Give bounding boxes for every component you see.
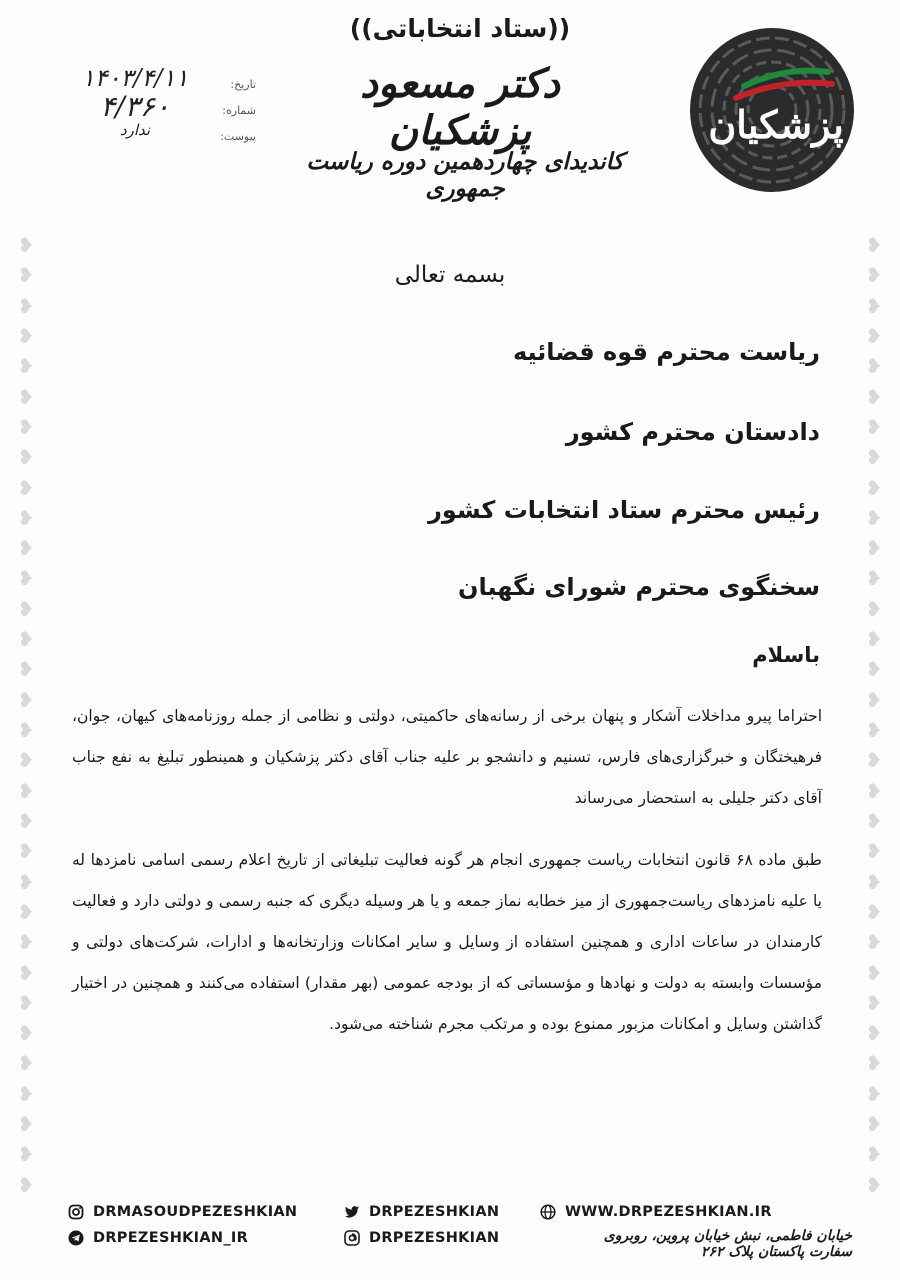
bismillah: بسمه تعالی: [394, 262, 506, 288]
heart-icon: ❥: [865, 233, 883, 257]
heart-icon: ❥: [17, 657, 35, 682]
body-paragraph: طبق ماده ۶۸ قانون انتخابات ریاست جمهوری انجام هر گونه فعالیت تبلیغاتی از تاریخ اعلام رسمی اسامی نامزدها له یا علیه نامزدهای ریاست‌جمهوری از میز خطابه نماز جمعه و یا هر وسیله دیگری که جنبه رسمی و دولتی دارد و فعالیت کارمندان در ساعات اداری و همچنین استفاده از وسایل و سایر امکانات وزارتخانه‌ها و ادارات، شرکت‌های دولتی و مؤسسات وابسته به دولت و نهادها و مؤسساتی که از بودجه عمومی (بهر مقدار) استفاده می‌کنند و همچنین در اختیار گذاشتن وسایل و امکانات مزبور ممنوع بوده و مرتکب مجرم شناخته می‌شود.: [72, 851, 822, 1033]
website-url: WWW.DRPEZESHKIAN.IR: [565, 1204, 772, 1220]
heart-icon: ❥: [865, 414, 883, 439]
heart-icon: ❥: [865, 990, 883, 1015]
campaign-hq-title: ((ستاد انتخاباتی)): [349, 14, 571, 43]
attachment-value: ندارد: [119, 121, 151, 139]
heart-icon: ❥: [17, 748, 35, 773]
telegram-icon: [68, 1230, 84, 1246]
heart-icon: ❥: [865, 748, 883, 773]
heart-icon: ❥: [865, 596, 883, 621]
recipient-line: ریاست محترم قوه قضائیه: [512, 338, 820, 366]
heart-icon: ❥: [865, 778, 883, 803]
threads-icon: [344, 1230, 360, 1246]
campaign-logo: [688, 26, 856, 194]
footer-twitter: [344, 1204, 499, 1220]
footer-telegram: [68, 1230, 248, 1246]
heart-icon: ❥: [865, 1051, 883, 1076]
heart-icon: ❥: [865, 839, 883, 864]
left-heart-border: [8, 235, 44, 1195]
heart-icon: ❥: [17, 930, 35, 955]
candidate-subtitle: کاندیدای چهاردهمین دوره ریاست جمهوری: [306, 148, 624, 202]
threads-handle: DRPEZESHKIAN: [369, 1230, 500, 1246]
heart-icon: ❥: [865, 687, 883, 712]
heart-icon: ❥: [17, 687, 35, 712]
heart-icon: ❥: [17, 869, 35, 894]
right-heart-border: [856, 235, 892, 1195]
globe-icon: [540, 1204, 556, 1220]
instagram-icon: [68, 1204, 84, 1220]
letter-footer: [62, 1200, 852, 1260]
heart-icon: ❥: [865, 384, 883, 409]
footer-website: [540, 1204, 772, 1220]
heart-icon: ❥: [865, 566, 883, 591]
heart-icon: ❥: [865, 718, 883, 742]
recipient-line: رئیس محترم ستاد انتخابات کشور: [428, 496, 820, 524]
heart-icon: ❥: [17, 960, 35, 985]
logo-wordmark: پزشکیان: [708, 102, 844, 147]
heart-icon: ❥: [865, 1172, 883, 1197]
date-label: تاریخ:: [230, 78, 256, 91]
twitter-bird-icon: [344, 1204, 360, 1220]
heart-icon: ❥: [17, 1142, 35, 1167]
heart-icon: ❥: [17, 839, 35, 864]
heart-icon: ❥: [17, 627, 35, 652]
footer-instagram: [68, 1204, 297, 1220]
letter-meta-values: [70, 64, 200, 139]
heart-icon: ❥: [17, 718, 35, 742]
heart-icon: ❥: [865, 1081, 883, 1106]
heart-icon: ❥: [17, 384, 35, 409]
heart-icon: ❥: [865, 960, 883, 985]
heart-icon: ❥: [17, 1021, 35, 1046]
heart-icon: ❥: [865, 354, 883, 379]
heart-icon: ❥: [865, 323, 883, 348]
heart-icon: ❥: [865, 1142, 883, 1167]
heart-icon: ❥: [17, 1081, 35, 1106]
heart-icon: ❥: [865, 869, 883, 894]
heart-icon: ❥: [17, 1112, 35, 1137]
instagram-handle: DRMASOUDPEZESHKIAN: [93, 1204, 298, 1220]
heart-icon: ❥: [17, 808, 35, 833]
heart-icon: ❥: [865, 1112, 883, 1137]
heart-icon: ❥: [17, 990, 35, 1015]
number-value: ۴/۳۶۰: [100, 90, 170, 123]
heart-icon: ❥: [17, 445, 35, 470]
body-paragraph: احتراما پیرو مداخلات آشکار و پنهان برخی از رسانه‌های حاکمیتی، دولتی و نظامی از جمله روزنامه‌های کیهان، جوان، فرهیختگان و خبرگزاری‌های فارس، تسنیم و دانشجو بر علیه جناب آقای دکتر پزشکیان و همینطور تبلیغ به نفع جناب آقای دکتر جلیلی به استحضار می‌رساند: [72, 707, 822, 807]
heart-icon: ❥: [17, 566, 35, 591]
heart-icon: ❥: [17, 536, 35, 561]
heart-icon: ❥: [865, 263, 883, 288]
heart-icon: ❥: [17, 1172, 35, 1197]
heart-icon: ❥: [865, 657, 883, 682]
heart-icon: ❥: [865, 536, 883, 561]
heart-icon: ❥: [865, 293, 883, 318]
heart-icon: ❥: [865, 808, 883, 833]
footer-address: خیابان فاطمی، نبش خیابان پروین، روبروی سفارت پاکستان پلاک ۲۶۲: [603, 1228, 852, 1260]
heart-icon: ❥: [17, 323, 35, 348]
recipient-line: دادستان محترم کشور: [565, 418, 820, 446]
heart-icon: ❥: [17, 475, 35, 500]
attachment-label: پیوست:: [220, 130, 256, 143]
heart-icon: ❥: [17, 505, 35, 530]
heart-icon: ❥: [865, 445, 883, 470]
telegram-handle: DRPEZESHKIAN_IR: [93, 1230, 249, 1246]
heart-icon: ❥: [17, 778, 35, 803]
heart-icon: ❥: [865, 1021, 883, 1046]
greeting: باسلام: [752, 643, 820, 667]
heart-icon: ❥: [17, 354, 35, 379]
heart-icon: ❥: [17, 414, 35, 439]
heart-icon: ❥: [17, 293, 35, 318]
heart-icon: ❥: [17, 1051, 35, 1076]
heart-icon: ❥: [17, 263, 35, 288]
letter-meta-labels: [200, 72, 256, 150]
number-label: شماره:: [222, 104, 256, 117]
footer-threads: [344, 1230, 499, 1246]
heart-icon: ❥: [17, 233, 35, 257]
twitter-handle: DRPEZESHKIAN: [369, 1204, 500, 1220]
heart-icon: ❥: [865, 930, 883, 955]
heart-icon: ❥: [865, 505, 883, 530]
recipient-line: سخنگوی محترم شورای نگهبان: [457, 573, 820, 601]
heart-icon: ❥: [17, 899, 35, 924]
heart-icon: ❥: [865, 475, 883, 500]
heart-icon: ❥: [17, 596, 35, 621]
heart-icon: ❥: [865, 899, 883, 924]
date-value: ۱۴۰۳/۴/۱۱: [81, 64, 189, 92]
heart-icon: ❥: [865, 627, 883, 652]
candidate-name: دکتر مسعود پزشکیان: [360, 60, 560, 154]
